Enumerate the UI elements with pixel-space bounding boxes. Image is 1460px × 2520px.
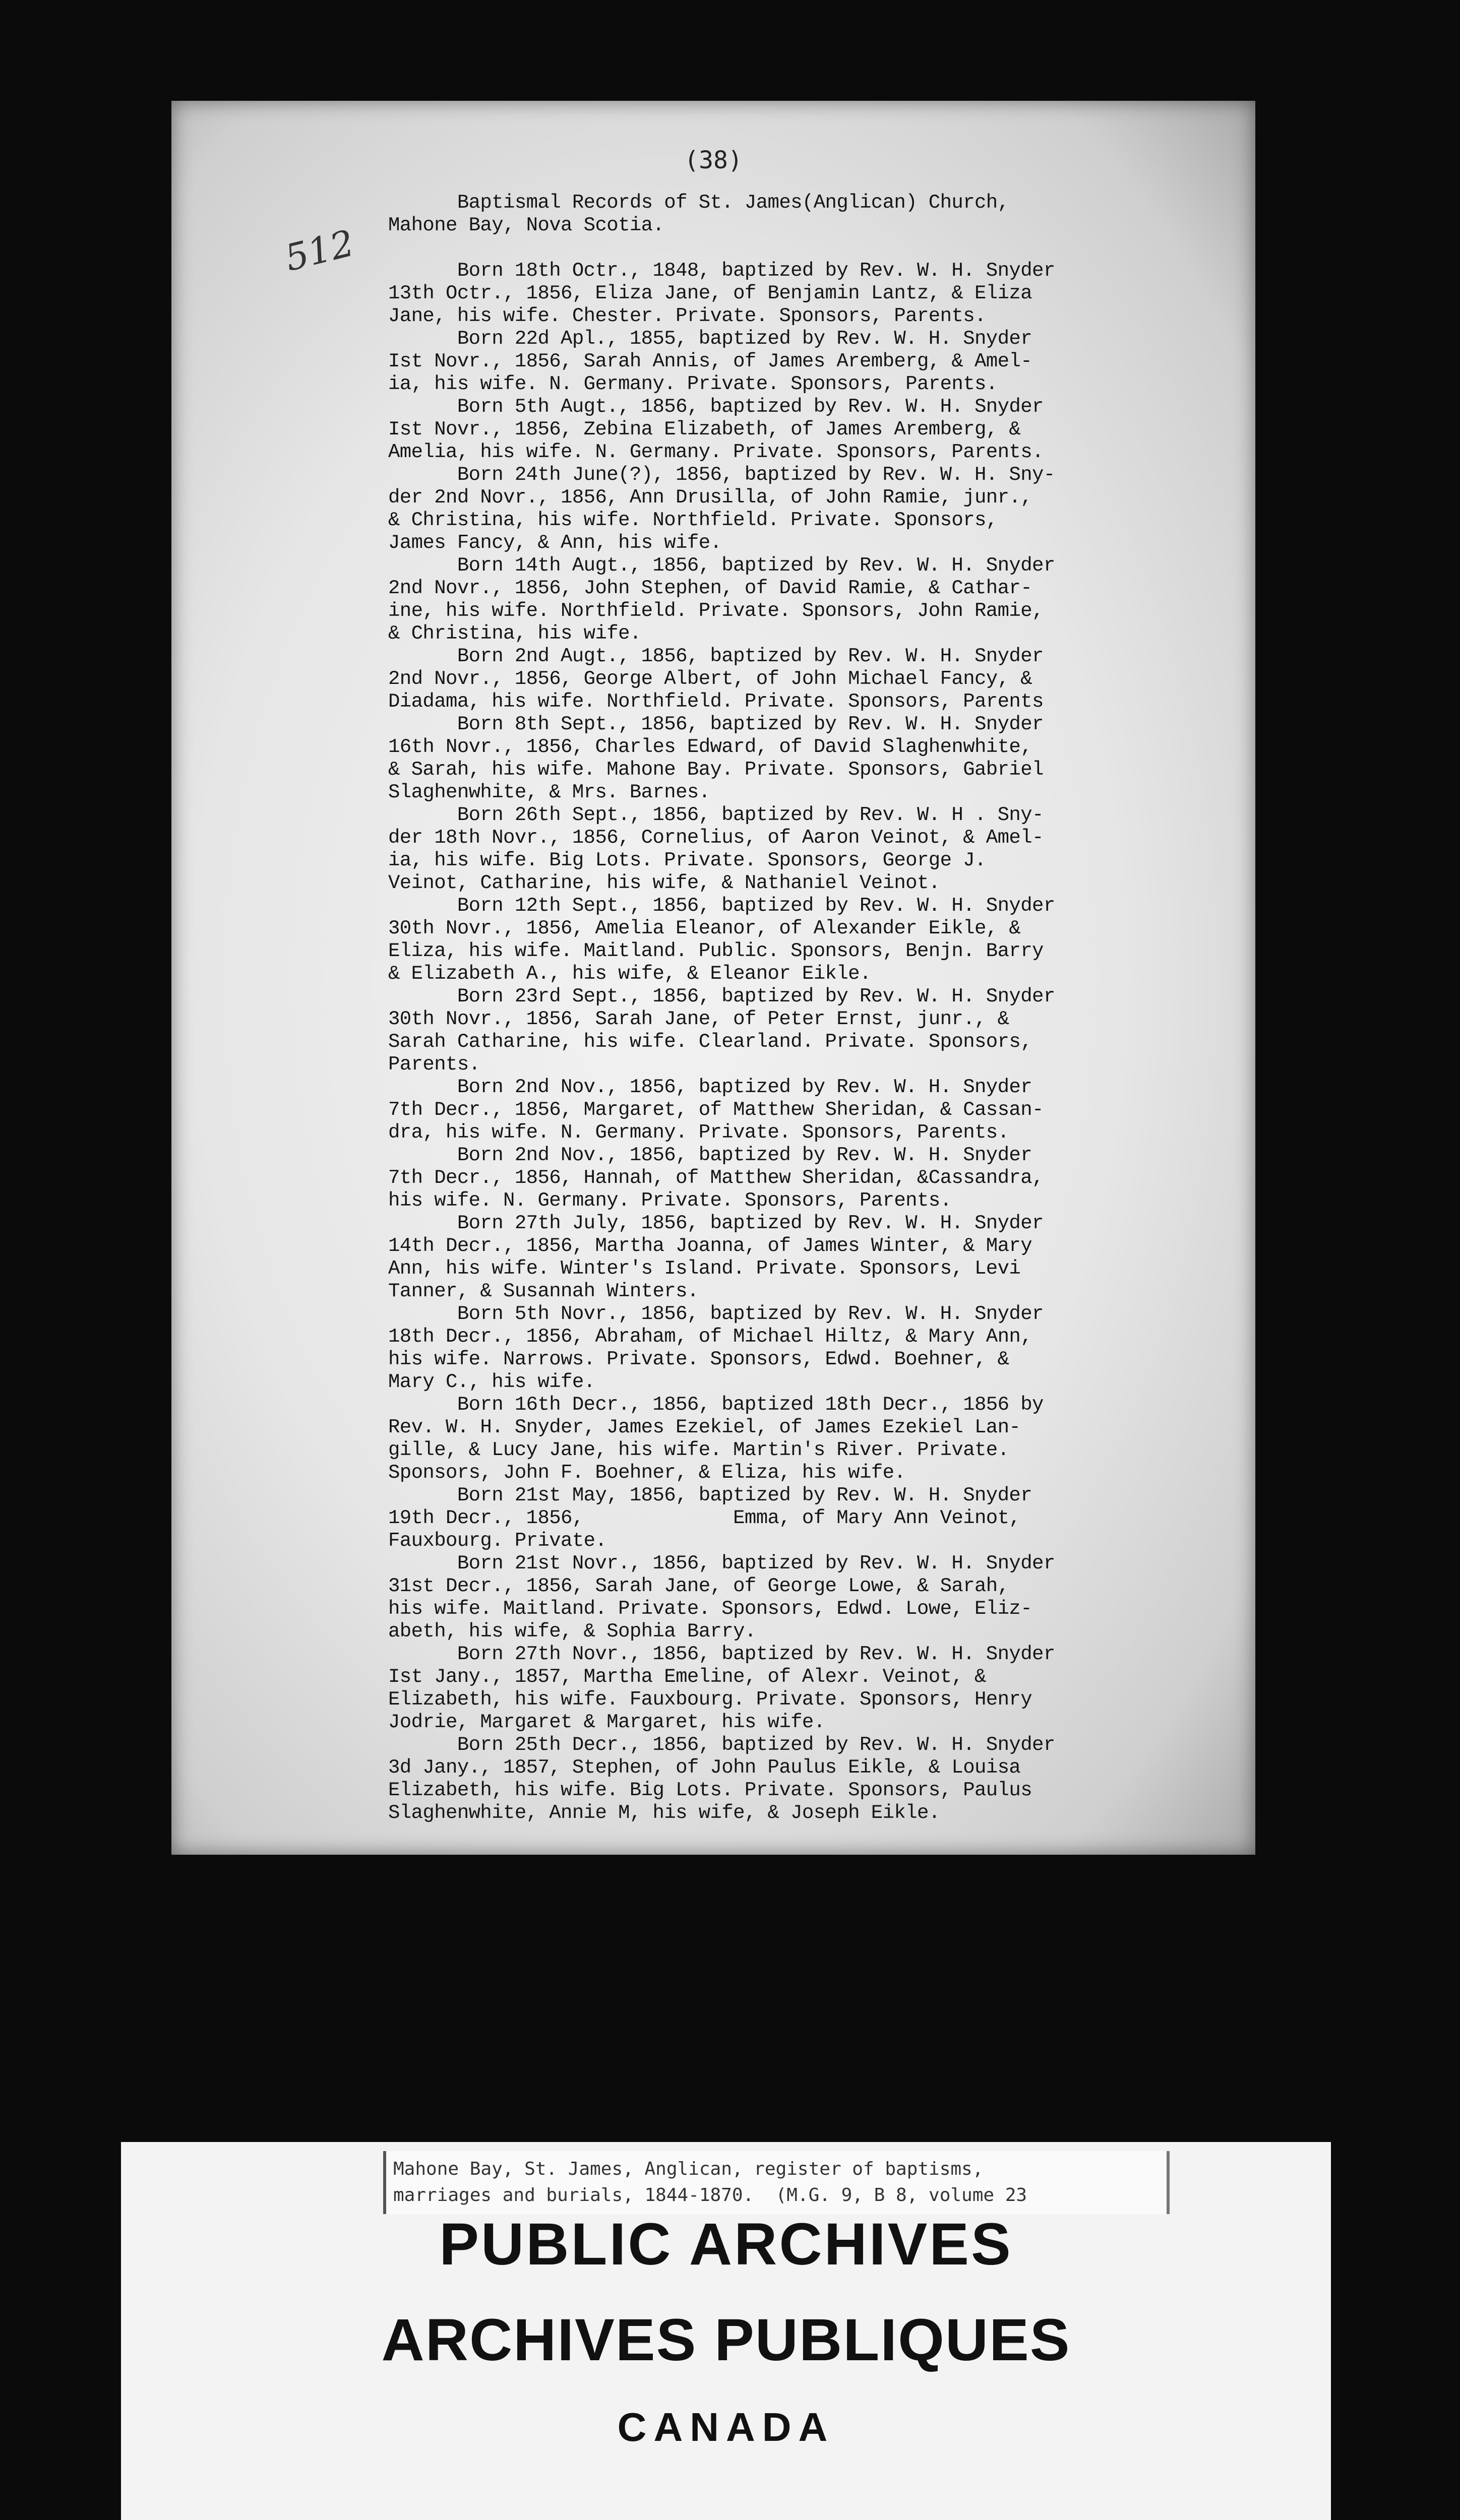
record-line: 7th Decr., 1856, Margaret, of Matthew Sheridan, & Cassan- xyxy=(388,1099,1044,1121)
archive-label-card xyxy=(121,2142,1331,2520)
record-line: & Sarah, his wife. Mahone Bay. Private. Sponsors, Gabriel xyxy=(388,759,1044,781)
record-line: & Christina, his wife. Northfield. Private. Sponsors, xyxy=(388,509,998,531)
record-line: Slaghenwhite, & Mrs. Barnes. xyxy=(388,781,710,803)
record-line: his wife. Maitland. Private. Sponsors, Edwd. Lowe, Eliz- xyxy=(388,1598,1032,1620)
record-line: 16th Novr., 1856, Charles Edward, of David Slaghenwhite, xyxy=(388,736,1032,758)
record-line: Born 18th Octr., 1848, baptized by Rev. W. H. Snyder xyxy=(388,260,1055,282)
record-line: Ist Novr., 1856, Sarah Annis, of James Aremberg, & Amel- xyxy=(388,350,1032,372)
record-line: Tanner, & Susannah Winters. xyxy=(388,1280,699,1302)
record-line: Born 5th Novr., 1856, baptized by Rev. W. H. Snyder xyxy=(388,1303,1044,1325)
record-line: Born 23rd Sept., 1856, baptized by Rev. W. H. Snyder xyxy=(388,985,1055,1007)
record-line: Fauxbourg. Private. xyxy=(388,1530,607,1552)
record-line: James Fancy, & Ann, his wife. xyxy=(388,532,722,554)
record-line: Slaghenwhite, Annie M, his wife, & Joseph Eikle. xyxy=(388,1802,940,1824)
record-line: Born 14th Augt., 1856, baptized by Rev. W. H. Snyder xyxy=(388,554,1055,577)
record-line: Ist Novr., 1856, Zebina Elizabeth, of James Aremberg, & xyxy=(388,418,1021,440)
record-line: Elizabeth, his wife. Big Lots. Private. Sponsors, Paulus xyxy=(388,1779,1032,1801)
record-line: Born 27th July, 1856, baptized by Rev. W. H. Snyder xyxy=(388,1212,1044,1234)
record-line: 30th Novr., 1856, Sarah Jane, of Peter Ernst, junr., & xyxy=(388,1008,1009,1030)
record-line: Born 27th Novr., 1856, baptized by Rev. W. H. Snyder xyxy=(388,1643,1055,1665)
record-line: Eliza, his wife. Maitland. Public. Sponsors, Benjn. Barry xyxy=(388,940,1044,962)
record-line: 3d Jany., 1857, Stephen, of John Paulus Eikle, & Louisa xyxy=(388,1756,1021,1779)
record-line: Born 16th Decr., 1856, baptized 18th Decr., 1856 by xyxy=(388,1394,1044,1416)
record-line: Born 2nd Augt., 1856, baptized by Rev. W. H. Snyder xyxy=(388,645,1044,667)
record-line: Born 25th Decr., 1856, baptized by Rev. W. H. Snyder xyxy=(388,1734,1055,1756)
record-line: abeth, his wife, & Sophia Barry. xyxy=(388,1620,756,1643)
record-line: 2nd Novr., 1856, George Albert, of John Michael Fancy, & xyxy=(388,668,1032,690)
record-line: der 18th Novr., 1856, Cornelius, of Aaron Veinot, & Amel- xyxy=(388,827,1044,849)
record-line: ia, his wife. N. Germany. Private. Sponsors, Parents. xyxy=(388,373,998,395)
record-line: Elizabeth, his wife. Fauxbourg. Private. Sponsors, Henry xyxy=(388,1688,1032,1711)
record-line: Born 12th Sept., 1856, baptized by Rev. W. H. Snyder xyxy=(388,895,1055,917)
record-page xyxy=(171,101,1255,1855)
record-line: Born 26th Sept., 1856, baptized by Rev. W. H . Sny- xyxy=(388,804,1044,826)
page-number: (38) xyxy=(684,146,743,174)
record-line: Amelia, his wife. N. Germany. Private. Sponsors, Parents. xyxy=(388,441,1044,463)
record-line: dra, his wife. N. Germany. Private. Sponsors, Parents. xyxy=(388,1121,1009,1144)
record-line: 19th Decr., 1856, Emma, of Mary Ann Veinot, xyxy=(388,1507,1021,1529)
record-line xyxy=(388,237,1245,260)
record-line: 14th Decr., 1856, Martha Joanna, of James Winter, & Mary xyxy=(388,1235,1032,1257)
record-line: Diadama, his wife. Northfield. Private. Sponsors, Parents xyxy=(388,690,1044,713)
record-line: Born 21st May, 1856, baptized by Rev. W. H. Snyder xyxy=(388,1484,1032,1506)
record-line: Jane, his wife. Chester. Private. Sponsors, Parents. xyxy=(388,305,986,327)
canada-heading: CANADA xyxy=(617,2405,835,2449)
record-line: Mahone Bay, Nova Scotia. xyxy=(388,214,664,236)
record-line: his wife. N. Germany. Private. Sponsors, Parents. xyxy=(388,1189,952,1212)
record-line: Veinot, Catharine, his wife, & Nathaniel Veinot. xyxy=(388,872,940,894)
record-line: & Elizabeth A., his wife, & Eleanor Eikle. xyxy=(388,963,871,985)
record-line: Baptismal Records of St. James(Anglican) Church, xyxy=(388,192,1009,214)
record-line: ine, his wife. Northfield. Private. Sponsors, John Ramie, xyxy=(388,600,1044,622)
public-archives-heading: PUBLIC ARCHIVES xyxy=(439,2211,1013,2278)
record-line: Born 22d Apl., 1855, baptized by Rev. W. H. Snyder xyxy=(388,328,1032,350)
record-line: Ist Jany., 1857, Martha Emeline, of Alexr. Veinot, & xyxy=(388,1666,986,1688)
record-line: Mary C., his wife. xyxy=(388,1371,595,1393)
record-line: 31st Decr., 1856, Sarah Jane, of George Lowe, & Sarah, xyxy=(388,1575,1009,1597)
record-line: Sponsors, John F. Boehner, & Eliza, his wife. xyxy=(388,1462,906,1484)
record-line: Jodrie, Margaret & Margaret, his wife. xyxy=(388,1711,825,1733)
citation-line-2: marriages and burials, 1844-1870. (M.G. 9, B 8, volume 23 xyxy=(393,2185,1027,2206)
record-line: 18th Decr., 1856, Abraham, of Michael Hiltz, & Mary Ann, xyxy=(388,1326,1032,1348)
record-line: 13th Octr., 1856, Eliza Jane, of Benjamin Lantz, & Eliza xyxy=(388,282,1032,304)
record-line: his wife. Narrows. Private. Sponsors, Edwd. Boehner, & xyxy=(388,1348,1009,1370)
record-line: Born 8th Sept., 1856, baptized by Rev. W. H. Snyder xyxy=(388,713,1044,735)
record-line: Born 24th June(?), 1856, baptized by Rev. W. H. Sny- xyxy=(388,464,1055,486)
handwritten-margin-note: 512 xyxy=(280,221,358,280)
record-line: 2nd Novr., 1856, John Stephen, of David Ramie, & Cathar- xyxy=(388,577,1032,599)
record-line: Rev. W. H. Snyder, James Ezekiel, of James Ezekiel Lan- xyxy=(388,1416,1021,1438)
baptismal-record-text xyxy=(388,192,1245,1824)
record-line: der 2nd Novr., 1856, Ann Drusilla, of John Ramie, junr., xyxy=(388,486,1032,509)
record-line: ia, his wife. Big Lots. Private. Sponsors, George J. xyxy=(388,849,986,871)
citation-slip xyxy=(383,2151,1170,2214)
record-line: Parents. xyxy=(388,1053,480,1076)
record-line: Ann, his wife. Winter's Island. Private. Sponsors, Levi xyxy=(388,1257,1021,1280)
record-line: Born 21st Novr., 1856, baptized by Rev. W. H. Snyder xyxy=(388,1552,1055,1574)
record-line: gille, & Lucy Jane, his wife. Martin's River. Private. xyxy=(388,1439,1009,1461)
citation-line-1: Mahone Bay, St. James, Anglican, register of baptisms, xyxy=(393,2159,984,2179)
archives-publiques-heading: ARCHIVES PUBLIQUES xyxy=(381,2307,1071,2373)
record-line: Born 5th Augt., 1856, baptized by Rev. W. H. Snyder xyxy=(388,396,1044,418)
record-line: Born 2nd Nov., 1856, baptized by Rev. W. H. Snyder xyxy=(388,1076,1032,1098)
record-line: 30th Novr., 1856, Amelia Eleanor, of Alexander Eikle, & xyxy=(388,917,1021,939)
record-line: Sarah Catharine, his wife. Clearland. Private. Sponsors, xyxy=(388,1031,1032,1053)
record-line: 7th Decr., 1856, Hannah, of Matthew Sheridan, &Cassandra, xyxy=(388,1167,1044,1189)
record-line: & Christina, his wife. xyxy=(388,622,641,645)
record-line: Born 2nd Nov., 1856, baptized by Rev. W. H. Snyder xyxy=(388,1144,1032,1166)
